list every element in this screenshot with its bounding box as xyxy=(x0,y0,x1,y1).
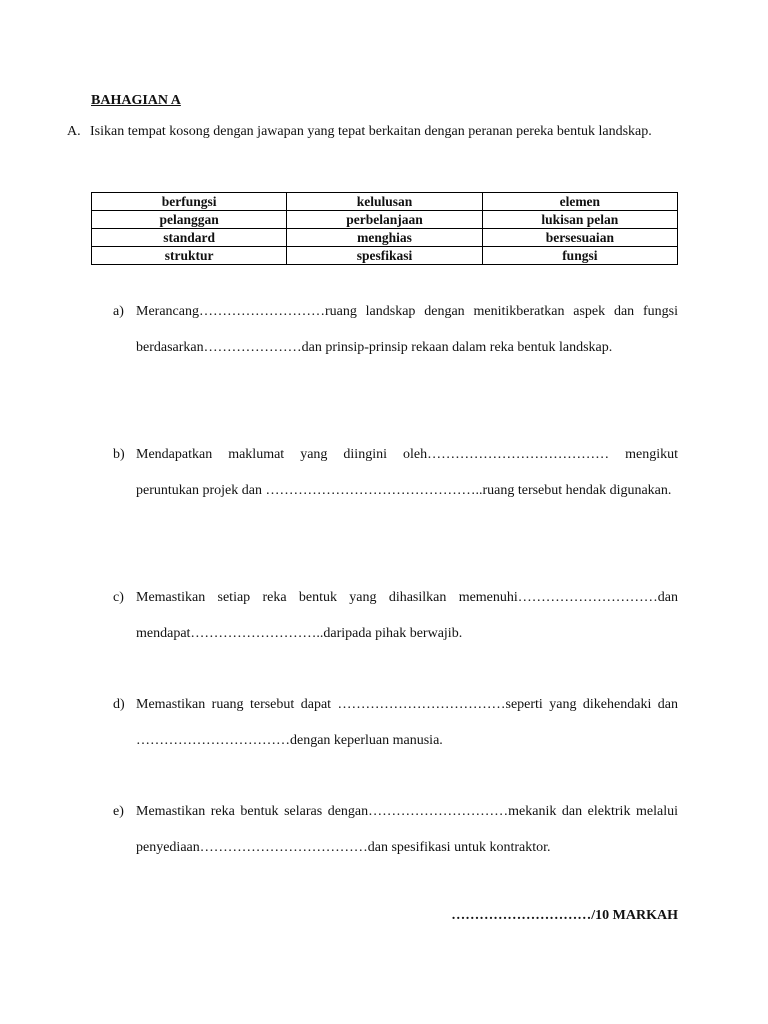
word-cell: struktur xyxy=(92,247,287,265)
word-cell: kelulusan xyxy=(287,193,482,211)
word-cell: bersesuaian xyxy=(482,229,677,247)
word-cell: lukisan pelan xyxy=(482,211,677,229)
instruction-text: Isikan tempat kosong dengan jawapan yang tepat berkaitan dengan peranan pereka bentuk landskap. xyxy=(90,124,652,139)
question-e xyxy=(113,794,678,866)
question-b xyxy=(113,437,678,509)
table-row xyxy=(92,229,678,247)
word-cell: pelanggan xyxy=(92,211,287,229)
question-text: Memastikan setiap reka bentuk yang dihasilkan memenuhi…………………………dan mendapat………………………..daripada pihak berwajib. xyxy=(136,590,678,641)
question-text: Mendapatkan maklumat yang diingini oleh………………………………… mengikut peruntukan projek dan ………………………………………..ruang tersebut hendak digunakan. xyxy=(136,447,678,498)
word-cell: standard xyxy=(92,229,287,247)
question-a xyxy=(113,294,678,366)
instruction-number: A. xyxy=(67,124,81,139)
word-cell: berfungsi xyxy=(92,193,287,211)
question-label: a) xyxy=(113,304,124,319)
word-bank-table xyxy=(91,192,678,265)
word-cell: spesfikasi xyxy=(287,247,482,265)
word-cell: elemen xyxy=(482,193,677,211)
instruction xyxy=(67,122,687,142)
question-label: d) xyxy=(113,697,125,712)
question-text: Memastikan reka bentuk selaras dengan…………………………mekanik dan elektrik melalui penyediaan………………………………dan spesifikasi untuk kontraktor. xyxy=(136,804,678,855)
question-label: c) xyxy=(113,590,124,605)
section-title: BAHAGIAN A xyxy=(91,93,181,108)
question-text: Merancang………………………ruang landskap dengan menitikberatkan aspek dan fungsi berdasarkan…………………dan prinsip-prinsip rekaan dalam reka bentuk landskap. xyxy=(136,304,678,355)
question-c xyxy=(113,580,678,652)
word-cell: perbelanjaan xyxy=(287,211,482,229)
word-cell: fungsi xyxy=(482,247,677,265)
question-d xyxy=(113,687,678,759)
marks-total: …………………………/10 MARKAH xyxy=(451,908,678,923)
table-row xyxy=(92,211,678,229)
question-label: b) xyxy=(113,447,125,462)
question-label: e) xyxy=(113,804,124,819)
table-row xyxy=(92,247,678,265)
table-row xyxy=(92,193,678,211)
word-cell: menghias xyxy=(287,229,482,247)
question-text: Memastikan ruang tersebut dapat ………………………………seperti yang dikehendaki dan ……………………………dengan keperluan manusia. xyxy=(136,697,678,748)
